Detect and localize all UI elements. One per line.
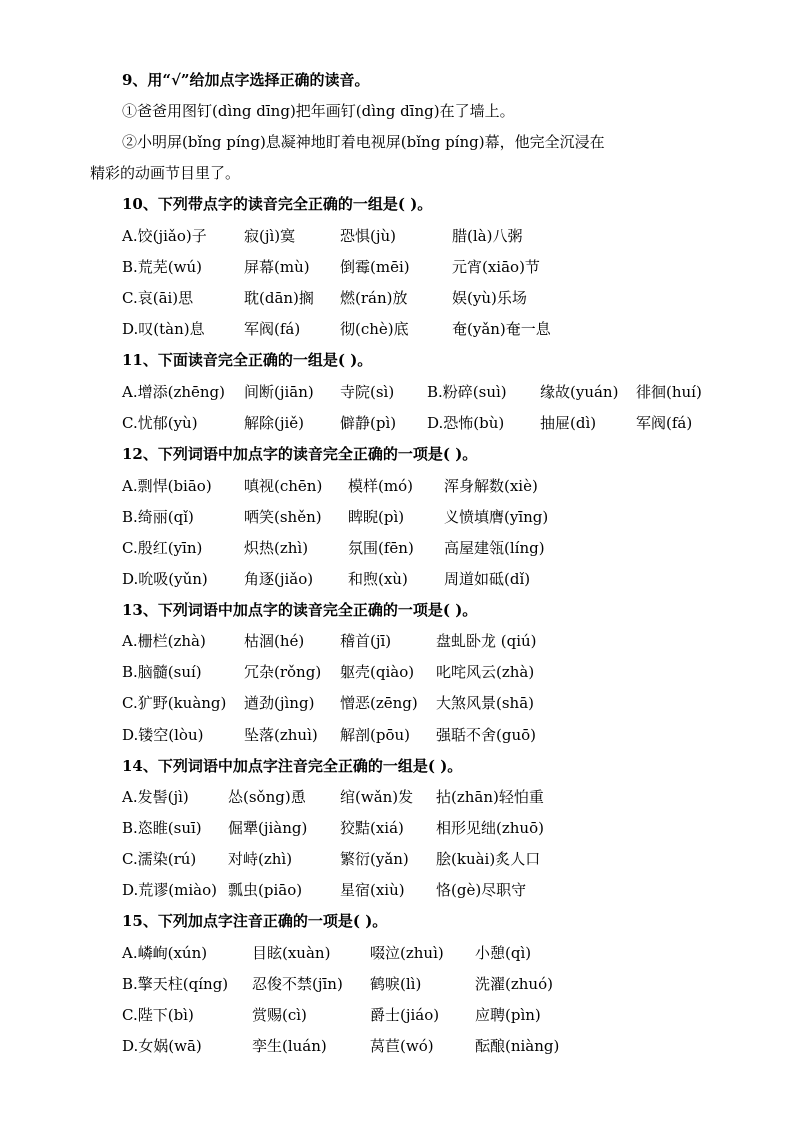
option-item: B.擎天柱(qíng) (122, 975, 229, 993)
option-item: 冗杂(rǒng) (244, 663, 322, 681)
option-item: 枯涸(hé) (244, 632, 305, 650)
option-item: A.增添(zhēng) (122, 383, 226, 401)
q9-line-3: 精彩的动画节目里了。 (90, 164, 241, 182)
q15-title: 15、下列加点字注音正确的一项是( )。 (122, 912, 388, 930)
option-item: 义愤填膺(yīng) (444, 508, 549, 526)
q13-title: 13、下列词语中加点字的读音完全正确的一项是( )。 (122, 601, 478, 619)
option-item: C.陛下(bì) (122, 1006, 194, 1024)
option-item: 对峙(zhì) (228, 850, 293, 868)
option-item: 星宿(xiù) (340, 881, 405, 899)
option-item: 倔犟(jiàng) (228, 819, 308, 837)
option-item: 强聒不舍(guō) (436, 726, 536, 744)
option-item: 奄(yǎn)奄一息 (452, 320, 551, 338)
option-item: A.剽悍(biāo) (122, 477, 212, 495)
option-item: 洗濯(zhuó) (475, 975, 553, 993)
option-item: A.嶙峋(xún) (122, 944, 208, 962)
option-item: 相形见绌(zhuō) (436, 819, 544, 837)
q12-title: 12、下列词语中加点字的读音完全正确的一项是( )。 (122, 445, 478, 463)
option-item: C.哀(āi)思 (122, 289, 194, 307)
option-item: 间断(jiān) (244, 383, 314, 401)
option-item: 脍(kuài)炙人口 (436, 850, 541, 868)
option-item: D.吮吸(yǔn) (122, 570, 208, 588)
option-item: 遒劲(jìng) (244, 694, 315, 712)
option-item: 军阀(fá) (636, 414, 693, 432)
option-item: 嗔视(chēn) (244, 477, 323, 495)
option-item: C.殷红(yīn) (122, 539, 203, 557)
option-item: B.脑髓(suí) (122, 663, 202, 681)
q11-title: 11、下面读音完全正确的一组是( )。 (122, 351, 373, 369)
option-item: 莴苣(wó) (370, 1037, 434, 1055)
option-item: 叱咤风云(zhà) (436, 663, 535, 681)
q9-line-1: ①爸爸用图钉(dìng dīng)把年画钉(dìng dīng)在了墙上。 (122, 102, 515, 120)
option-item: B.绮丽(qǐ) (122, 508, 194, 526)
option-item: 寺院(sì) (340, 383, 395, 401)
option-item: 解剖(pōu) (340, 726, 410, 744)
option-item: D.女娲(wā) (122, 1037, 202, 1055)
option-item: 和煦(xù) (348, 570, 408, 588)
option-item: 怂(sǒng)恿 (228, 788, 306, 806)
option-item: 耽(dān)搁 (244, 289, 314, 307)
option-item: 燃(rán)放 (340, 289, 408, 307)
option-item: 躯壳(qiào) (340, 663, 415, 681)
option-item: 彻(chè)底 (340, 320, 409, 338)
option-item: 解除(jiě) (244, 414, 305, 432)
option-item: C.犷野(kuàng) (122, 694, 227, 712)
option-item: 啜泣(zhuì) (370, 944, 444, 962)
option-item: 应聘(pìn) (475, 1006, 541, 1024)
option-item: D.荒谬(miào) (122, 881, 217, 899)
option-item: 忍俊不禁(jīn) (252, 975, 343, 993)
q10-title: 10、下列带点字的读音完全正确的一组是( )。 (122, 195, 433, 213)
q9-line-2: ②小明屏(bǐng píng)息凝神地盯着电视屏(bǐng píng)幕，他完全沉浸在 (122, 133, 605, 151)
option-item: 盘虬卧龙 (qiú) (436, 632, 537, 650)
option-item: 元宵(xiāo)节 (452, 258, 540, 276)
option-item: 恐惧(jù) (340, 227, 397, 245)
option-item: D.恐怖(bù) (427, 414, 505, 432)
q9-title: 9、用“√”给加点字选择正确的读音。 (122, 71, 370, 89)
option-item: 鹤唳(lì) (370, 975, 422, 993)
option-item: 拈(zhān)轻怕重 (436, 788, 544, 806)
option-item: 狡黠(xiá) (340, 819, 404, 837)
option-item: 憎恶(zēng) (340, 694, 418, 712)
option-item: 瓢虫(piāo) (228, 881, 303, 899)
option-item: 酝酿(niàng) (475, 1037, 560, 1055)
option-item: B.恣睢(suī) (122, 819, 202, 837)
option-item: 徘徊(huí) (636, 383, 702, 401)
option-item: 腊(là)八粥 (452, 227, 523, 245)
option-item: 恪(gè)尽职守 (436, 881, 527, 899)
option-item: 哂笑(shěn) (244, 508, 322, 526)
option-item: 高屋建瓴(líng) (444, 539, 545, 557)
option-item: 倒霉(mēi) (340, 258, 410, 276)
option-item: 大煞风景(shā) (436, 694, 535, 712)
option-item: 赏赐(cì) (252, 1006, 307, 1024)
option-item: B.粉碎(suì) (427, 383, 507, 401)
option-item: 浑身解数(xiè) (444, 477, 538, 495)
option-item: 小憩(qì) (475, 944, 532, 962)
option-item: C.濡染(rú) (122, 850, 197, 868)
option-item: 繁衍(yǎn) (340, 850, 409, 868)
option-item: 睥睨(pì) (348, 508, 405, 526)
option-item: 稽首(jī) (340, 632, 392, 650)
option-item: 爵士(jiáo) (370, 1006, 440, 1024)
option-item: A.饺(jiǎo)子 (122, 227, 207, 245)
option-item: 模样(mó) (348, 477, 413, 495)
option-item: A.栅栏(zhà) (122, 632, 206, 650)
option-item: 孪生(luán) (252, 1037, 327, 1055)
option-item: 抽屉(dì) (540, 414, 597, 432)
option-item: 目眩(xuàn) (252, 944, 331, 962)
option-item: 氛围(fēn) (348, 539, 414, 557)
option-item: B.荒芜(wú) (122, 258, 202, 276)
option-item: 周道如砥(dǐ) (444, 570, 531, 588)
option-item: 绾(wǎn)发 (340, 788, 414, 806)
option-item: C.忧郁(yù) (122, 414, 198, 432)
option-item: 角逐(jiǎo) (244, 570, 314, 588)
option-item: 缘故(yuán) (540, 383, 619, 401)
option-item: 寂(jì)寞 (244, 227, 296, 245)
option-item: A.发髻(jì) (122, 788, 189, 806)
option-item: 军阀(fá) (244, 320, 301, 338)
q14-title: 14、下列词语中加点字注音完全正确的一组是( )。 (122, 757, 463, 775)
option-item: 娱(yù)乐场 (452, 289, 527, 307)
option-item: 屏幕(mù) (244, 258, 310, 276)
option-item: D.叹(tàn)息 (122, 320, 205, 338)
option-item: D.镂空(lòu) (122, 726, 204, 744)
option-item: 坠落(zhuì) (244, 726, 318, 744)
option-item: 僻静(pì) (340, 414, 397, 432)
option-item: 炽热(zhì) (244, 539, 309, 557)
